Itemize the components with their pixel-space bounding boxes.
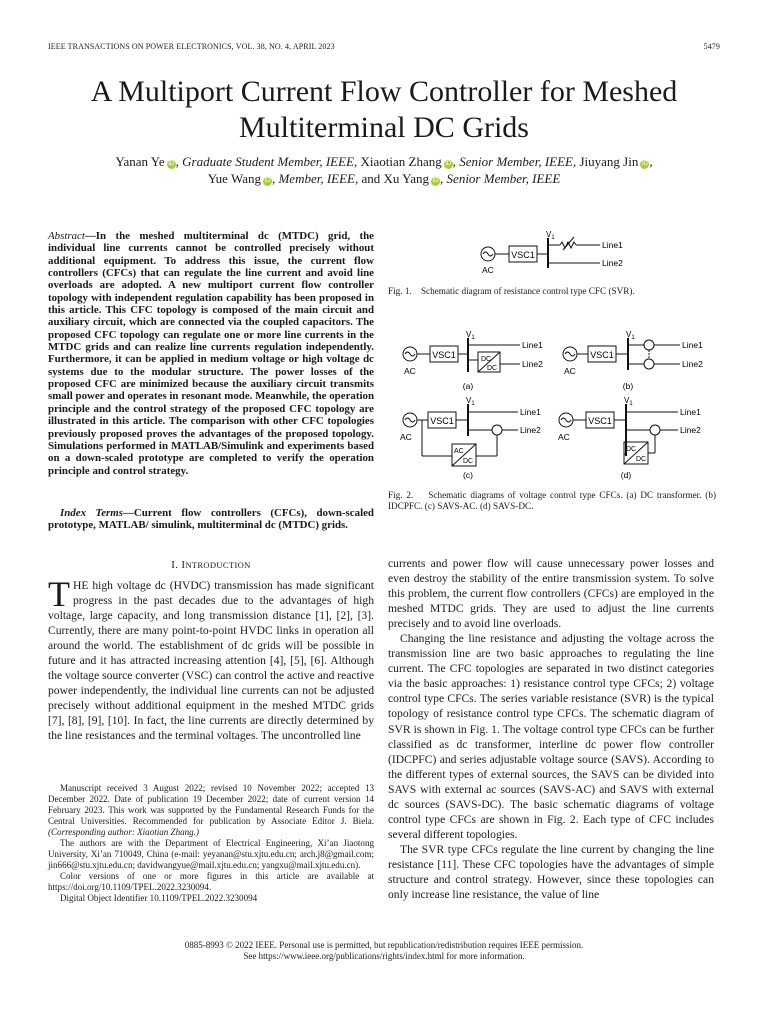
author-name: Yue Wang: [207, 171, 261, 186]
dc-label: DC: [487, 365, 498, 372]
intro-paragraph: currents and power flow will cause unnecessary power losses and even destroy the stability of the entire transmission system. To solve this problem, the current flow controllers (CFCs) are employed in the meshed MTDC grids. They are used to adjust the line currents precisely and to avoid line overloads.: [388, 557, 714, 631]
dropcap: T: [48, 574, 70, 614]
voltage-source-symbol: [644, 340, 654, 350]
variable-resistor-icon: [560, 242, 576, 248]
line2-label: Line2: [682, 359, 703, 369]
fig2d-diagram: [554, 396, 718, 482]
section-number: I.: [171, 559, 179, 571]
footnote-corresponding: (Corresponding author: Xiaotian Zhang.): [48, 827, 199, 838]
subfig-label: (b): [622, 381, 634, 391]
author-role: Senior Member, IEEE: [459, 154, 573, 169]
dc-label: DC: [626, 446, 637, 453]
fig2a-diagram: [398, 328, 558, 394]
dc-label: DC: [463, 458, 474, 465]
voltage-source-symbol: [644, 359, 654, 369]
fig1-caption-text: Schematic diagram of resistance control type CFC (SVR).: [420, 286, 635, 296]
subfig-label: (c): [463, 470, 473, 480]
dc-label: DC: [636, 456, 647, 463]
ac-label: AC: [454, 448, 464, 455]
voltage-source-symbol: [650, 425, 660, 435]
vsc-label: VSC1: [511, 250, 535, 260]
line2-label: Line2: [520, 425, 541, 435]
orcid-icon[interactable]: iD: [432, 178, 439, 184]
subfig-label: (d): [620, 470, 632, 480]
intro-paragraph: Changing the line resistance and adjusting the voltage across the transmission line are two basic approaches to regulating the line current. The CFC topologies are separated in two distinct categories via the basic approaches: 1) resistance control type CFCs; 2) voltage control type CFCs. The series variable resistance (SVR) is the typical topology of resistance control type CFCs. The schematic diagram of SVR is shown in Fig. 1. The voltage control type CFCs can be further classified as dc transformer, interline dc power flow controller (IDCPFC) and series adjustable voltage source (SAVS). According to the different types of external sources, the SAVS can be divided into SAVS with external ac sources (SAVS-AC) and SAVS with external dc sources (SAVS-DC). The basic schematic diagrams of voltage control type CFCs are shown in Fig. 2. Each type of CFC includes several different topologies.: [388, 632, 714, 841]
line1-label: Line1: [602, 240, 623, 250]
vsc-label: VSC1: [432, 350, 456, 360]
abstract-label: Abstract: [48, 230, 85, 242]
abstract: [48, 230, 374, 477]
footnote-affiliation: The authors are with the Department of Electrical Engineering, Xi’an Jiaotong University, Xi’an 710049, China (e-mail: yeyanan@stu.xjtu.edu.cn; arch.j8@gmail.com; jin666@stu.xjtu.edu.cn; davidwangyue@mail.xjtu.edu.cn; yangxu@mail.xjtu.edu.cn).: [48, 838, 374, 871]
fig1-caption: [388, 286, 635, 297]
fig2-caption-text: Schematic diagrams of voltage control type CFCs. (a) DC transformer. (b) IDCPFC. (c) SAVS-AC. (d) SAVS-DC.: [388, 490, 716, 512]
v1-label: $V_1$: [466, 330, 475, 341]
ac-label: AC: [558, 432, 570, 442]
intro-paragraph: HE high voltage dc (HVDC) transmission has made significant progress in the past decades due to the advantages of high voltage, large capacity, and long transmission distance [1], [2], [3]. Currently, there are many point-to-point HVDC links in operation all around the world. The establishment of dc grids will be possible in future and it has attracted increasing attention [4], [5], [6]. Although the voltage source converter (VSC) can control the active and reactive power independently, the individual line currents can not be adjusted precisely without additional equipment in the meshed MTDC grids [7], [8], [9], [10]. In fact, the line currents are directly determined by the line resistances and the terminal voltages. The uncontrolled line: [48, 579, 374, 743]
v1-label: $V_1$: [624, 396, 633, 407]
intro-left-column: [48, 574, 374, 744]
ac-label: AC: [404, 366, 416, 376]
fig2-caption: [388, 490, 716, 513]
fig2-caption-label: Fig. 2.: [388, 490, 414, 500]
intro-right-column: [388, 556, 714, 902]
vsc-label: VSC1: [588, 416, 612, 426]
paper-title: A Multiport Current Flow Controller for Meshed Multiterminal DC Grids: [90, 75, 678, 144]
rights-link[interactable]: See https://www.ieee.org/publications/rights/index.html for more information.: [243, 951, 525, 961]
v1-label: $V_1$: [546, 230, 555, 241]
voltage-source-symbol: [492, 425, 502, 435]
dc-label: DC: [481, 356, 492, 363]
index-terms: [48, 507, 374, 532]
copyright-line: 0885-8993 © 2022 IEEE. Personal use is permitted, but republication/redistribution requires IEEE permission.: [184, 940, 584, 950]
author-name: Jiuyang Jin: [579, 154, 639, 169]
abstract-text: —In the meshed multiterminal dc (MTDC) grid, the individual line currents cannot be controlled precisely without additional equipment. To address this issue, the current flow controllers (CFCs) that can regulate the line current and avoid line overloads are adopted. A new multiport current flow controller topology with independent regulation capability has been proposed in this article. This CFC topology is composed of the main circuit and auxiliary circuit, which are connected via the coupled capacitors. The proposed CFC topology can regulate one or more line currents in the MTDC grids and can realize line currents regulation independently. Furthermore, it can be applied in medium voltage or high voltage dc systems due to the modular structure. The power losses of the proposed CFC are minimized because the auxiliary circuit transmits small power and operates in resonant mode. Meanwhile, the operation principle and the control strategy of the proposed CFC topology are illustrated in this article. The comparison with other CFC topologies previously proposed proves the advantages of the proposed topology. Simulations performed in MATLAB/Simulink and experiments based on a down-scaled prototype are completed to verify the operation principle and control strategy.: [48, 230, 375, 477]
orcid-icon[interactable]: iD: [445, 161, 452, 167]
ac-label: AC: [482, 265, 494, 275]
intro-paragraph: The SVR type CFCs regulate the line current by changing the line resistance [11]. These CFC topologies have the advantages of simple structure and control strategy. However, since these topologies can only increase line resistance, the value of line: [388, 842, 714, 902]
fig1-diagram: [476, 228, 636, 278]
fig2c-diagram: [398, 396, 558, 482]
copyright-notice: [40, 940, 728, 962]
ac-label: AC: [400, 432, 412, 442]
footnote-color-versions[interactable]: Color versions of one or more figures in this article are available at https://doi.org/10.1109/TPEL.2022.3230094.: [48, 871, 374, 893]
author-role: Senior Member, IEEE: [446, 171, 561, 186]
orcid-icon[interactable]: iD: [168, 161, 174, 167]
fig2b-diagram: [558, 328, 718, 394]
section-title-first: I: [181, 559, 186, 571]
line1-label: Line1: [520, 407, 541, 417]
line2-label: Line2: [602, 258, 623, 268]
index-terms-text: —Current flow controllers (CFCs), down-scaled prototype, MATLAB/ simulink, multiterminal dc (MTDC) grids.: [48, 507, 374, 532]
orcid-icon[interactable]: iD: [264, 178, 271, 184]
footnote-doi[interactable]: Digital Object Identifier 10.1109/TPEL.2022.3230094: [60, 893, 258, 904]
section-title-rest: NTRODUCTION: [185, 560, 251, 570]
author-name: Xiaotian Zhang: [360, 154, 442, 169]
ac-label: AC: [564, 366, 576, 376]
footnote: [48, 783, 374, 905]
author-role: Member, IEEE: [278, 171, 355, 186]
line2-label: Line2: [522, 359, 543, 369]
author-name: Yanan Ye: [115, 154, 165, 169]
vsc-label: VSC1: [590, 350, 614, 360]
author-list: Yanan Ye iD , Graduate Student Member, IEEE, Xiaotian Zhang iD , Senior Member, IEEE, Jiuyang Jin iD , Yue Wang iD , Member, IEEE, and Xu Yang iD , Senior Member, IEEE: [115, 154, 653, 186]
author-role: Graduate Student Member, IEEE: [182, 154, 355, 169]
author-name: Xu Yang: [383, 171, 430, 186]
orcid-icon[interactable]: iD: [642, 161, 648, 167]
v1-label: $V_1$: [626, 330, 635, 341]
page-number: 5479: [703, 42, 720, 51]
v1-label: $V_1$: [466, 396, 475, 407]
line1-label: Line1: [682, 340, 703, 350]
line1-label: Line1: [680, 407, 701, 417]
footnote-manuscript: Manuscript received 3 August 2022; revised 10 November 2022; accepted 13 December 2022. Date of publication 19 December 2022; date of current version 14 February 2023. This work was supported by the Fundamental Research Funds for the Central Universities. Recommended for publication by Associate Editor J. Biela.: [48, 783, 374, 827]
index-terms-label: Index Terms: [60, 507, 123, 519]
sine-symbol: [483, 252, 493, 256]
subfig-label: (a): [462, 381, 474, 391]
section-heading: [48, 559, 374, 571]
line1-label: Line1: [522, 340, 543, 350]
line2-label: Line2: [680, 425, 701, 435]
running-header: IEEE TRANSACTIONS ON POWER ELECTRONICS, VOL. 38, NO. 4, APRIL 2023: [48, 42, 335, 51]
fig1-caption-label: Fig. 1.: [388, 286, 412, 296]
vsc-label: VSC1: [430, 416, 454, 426]
